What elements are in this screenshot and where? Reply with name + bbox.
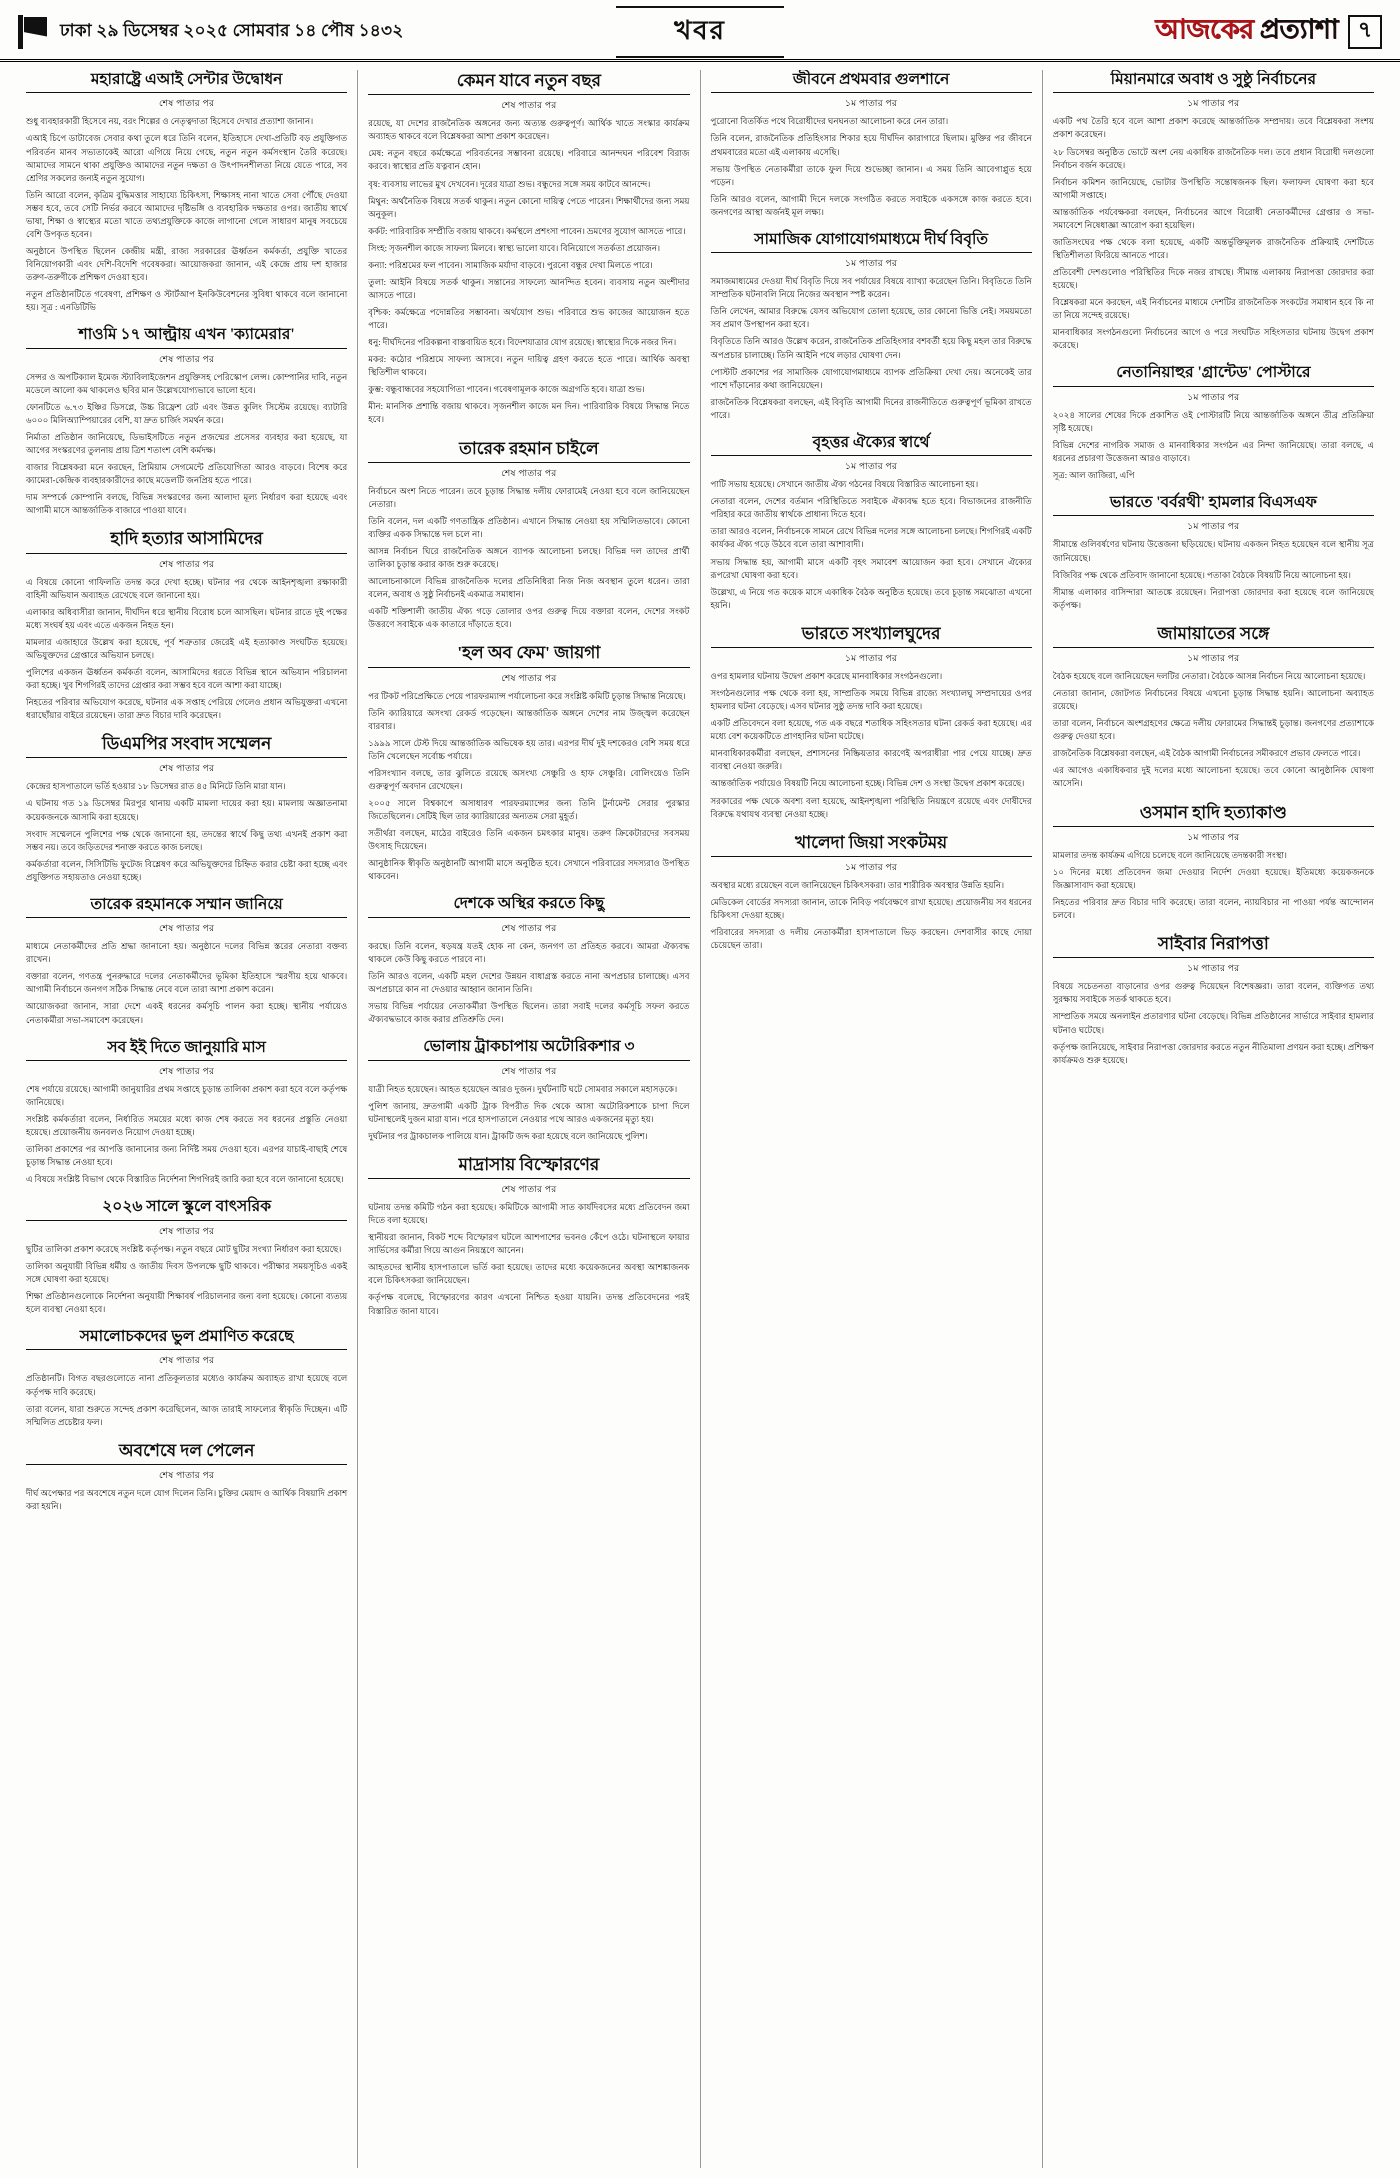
- article-paragraph: তারা বলেন, যারা শুরুতে সন্দেহ প্রকাশ করেছিলেন, আজ তারাই সাফল্যের স্বীকৃতি দিচ্ছেন। এটি সম্মিলিত প্রচেষ্টার ফল।: [26, 1403, 348, 1427]
- article: [26, 733, 347, 884]
- article-body: [368, 940, 689, 1026]
- article-paragraph: পরিবারের সদস্যরা ও দলীয় নেতাকর্মীরা হাসপাতালে ভিড় করছেন। দেশবাসীর কাছে দোয়া চেয়েছেন তারা।: [710, 927, 1032, 951]
- article-paragraph: নির্বাচন কমিশন জানিয়েছে, ভোটার উপস্থিতি সন্তোষজনক ছিল। ফলাফল ঘোষণা করা হবে আগামী সপ্তাহে।: [1052, 176, 1374, 200]
- article: [26, 325, 347, 517]
- article-body: [368, 1083, 689, 1143]
- article-paragraph: পোস্টটি প্রকাশের পর সামাজিক যোগাযোগমাধ্যমে ব্যাপক প্রতিক্রিয়া দেখা দেয়। অনেকেই তার পাশে দাঁড়ানোর কথা জানিয়েছেন।: [710, 366, 1032, 390]
- article-paragraph: শেষ পর্যায়ে রয়েছে। আগামী জানুয়ারির প্রথম সপ্তাহে চূড়ান্ত তালিকা প্রকাশ করা হবে বলে কর্তৃপক্ষ জানিয়েছে।: [26, 1083, 348, 1107]
- article-paragraph: কন্যা: পরিশ্রমের ফল পাবেন। সামাজিক মর্যাদা বাড়বে। পুরনো বন্ধুর দেখা মিলতে পারে।: [368, 259, 653, 270]
- article-paragraph: সংশ্লিষ্ট কর্মকর্তারা বলেন, নির্ধারিত সময়ের মধ্যে কাজ শেষ করতে সব ধরনের প্রস্তুতি নেওয়া হয়েছে। প্রয়োজনীয় জনবলও নিয়োগ দেওয়া হচ্ছে।: [26, 1114, 348, 1138]
- column-2: [358, 70, 700, 2168]
- article-body: [1053, 980, 1374, 1066]
- article-paragraph: বিভিন্ন দেশের নাগরিক সমাজ ও মানবাধিকার সংগঠন এর নিন্দা জানিয়েছে। তারা বলছে, এ ধরনের প্রচারণা উত্তেজনা আরও বাড়াবে।: [1052, 439, 1374, 463]
- article-paragraph: সাম্প্রতিক সময়ে অনলাইন প্রতারণার ঘটনা বেড়েছে। বিভিন্ন প্রতিষ্ঠানের সার্ভারে সাইবার হামলার ঘটনাও ঘটেছে।: [1052, 1011, 1374, 1035]
- article-body: [711, 115, 1032, 218]
- article-headline[interactable]: জামায়াতের সঙ্গে: [1053, 623, 1374, 648]
- article-paragraph: সভায় বিভিন্ন পর্যায়ের নেতাকর্মীরা উপস্থিত ছিলেন। তারা সবাই দলের কর্মসূচি সফল করতে ঐক্যবদ্ধভাবে কাজ করার প্রতিশ্রুতি দেন।: [368, 1001, 690, 1025]
- article-paragraph: এ ঘটনায় গত ১৯ ডিসেম্বর মিরপুর থানায় একটি মামলা দায়ের করা হয়। মামলায় অজ্ঞাতনামা কয়েকজনকে আসামি করা হয়েছে।: [26, 798, 348, 822]
- article-headline[interactable]: ডিএমপির সংবাদ সম্মেলন: [26, 733, 347, 758]
- article: [711, 433, 1032, 612]
- article-paragraph: নিহতের পরিবার দ্রুত বিচার দাবি করেছে। তারা বলেন, ন্যায়বিচার না পাওয়া পর্যন্ত আন্দোলন চলবে।: [1052, 896, 1374, 920]
- article-paragraph: মামলার এজাহারে উল্লেখ করা হয়েছে, পূর্ব শত্রুতার জেরেই এই হত্যাকাণ্ড সংঘটিত হয়েছে। অভিযুক্তদের গ্রেপ্তারে অভিযান চলছে।: [26, 636, 348, 660]
- article-continuation-note: ১ম পাতার পর: [845, 861, 898, 872]
- article-paragraph: তুলা: আইনি বিষয়ে সতর্ক থাকুন। সন্তানের সাফল্যে আনন্দিত হবেন। ব্যবসায় নতুন অংশীদার আসতে পারে।: [368, 276, 690, 300]
- article-paragraph: মকর: কঠোর পরিশ্রমে সাফল্য আসবে। নতুন দায়িত্ব গ্রহণ করতে হতে পারে। আর্থিক অবস্থা স্থিতিশীল থাকবে।: [368, 354, 690, 378]
- article-paragraph: স্থানীয়রা জানান, বিকট শব্দে বিস্ফোরণ ঘটলে আশপাশের ভবনও কেঁপে ওঠে। ঘটনাস্থলে ফায়ার সার্ভিসের কর্মীরা গিয়ে আগুন নিয়ন্ত্রণে আনেন।: [368, 1232, 690, 1256]
- article-continuation-note: শেষ পাতার পর: [501, 672, 557, 683]
- article-continuation-note: শেষ পাতার পর: [159, 353, 215, 364]
- article-paragraph: মিথুন: অর্থনৈতিক বিষয়ে সতর্ক থাকুন। নতুন কোনো দায়িত্ব পেতে পারেন। শিক্ষার্থীদের জন্য সময় অনুকূল।: [368, 195, 690, 219]
- article-paragraph: দাম সম্পর্কে কোম্পানি বলছে, বিভিন্ন সংস্করণের জন্য আলাদা মূল্য নির্ধারণ করা হয়েছে এবং আগামী মাসে আন্তর্জাতিক বাজারে পাওয়া যাবে।: [26, 492, 348, 516]
- article-headline[interactable]: মাদ্রাসায় বিস্ফোরণের: [368, 1154, 689, 1179]
- article-paragraph: রাজনৈতিক বিশ্লেষকরা বলছেন, এই বৈঠক আগামী নির্বাচনের সমীকরণে প্রভাব ফেলতে পারে।: [1052, 748, 1361, 759]
- article-continuation-note: শেষ পাতার পর: [159, 1065, 215, 1076]
- article-body: [26, 115, 347, 314]
- article-paragraph: প্রতিষ্ঠানটি। বিগত বছরগুলোতে নানা প্রতিকূলতার মধ্যেও কার্যক্রম অব্যাহত রাখা হয়েছে বলে কর্তৃপক্ষ দাবি করেছে।: [26, 1373, 348, 1397]
- article: [368, 894, 689, 1026]
- section-title: খবর: [616, 6, 784, 58]
- article-paragraph: মানবাধিকার সংগঠনগুলো নির্বাচনের আগে ও পরে সংঘটিত সহিংসতার ঘটনায় উদ্বেগ প্রকাশ করেছে।: [1052, 327, 1374, 351]
- article-paragraph: তালিকা প্রকাশের পর আপত্তি জানানোর জন্য নির্দিষ্ট সময় দেওয়া হবে। এরপর যাচাই-বাছাই শেষে চূড়ান্ত সিদ্ধান্ত নেওয়া হবে।: [26, 1144, 348, 1168]
- article-continuation-note: শেষ পাতার পর: [159, 1225, 215, 1236]
- article-paragraph: কেন্দ্রের হাসপাতালে ভর্তি হওয়ার ১৮ ডিসেম্বর রাত ৪৫ মিনিটে তিনি মারা যান।: [26, 781, 286, 792]
- article-paragraph: কুম্ভ: বন্ধুবান্ধবের সহযোগিতা পাবেন। গবেষণামূলক কাজে অগ্রগতি হবে। যাত্রা শুভ।: [368, 384, 645, 395]
- article-paragraph: আন্তর্জাতিক পর্যবেক্ষকরা বলছেন, নির্বাচনের আগে বিরোধী নেতাকর্মীদের গ্রেপ্তার ও সভা-সমাবেশে নিষেধাজ্ঞা আরোপ করা হয়েছিল।: [1052, 206, 1374, 230]
- article-paragraph: কর্মকর্তারা বলেন, সিসিটিভি ফুটেজ বিশ্লেষণ করে অভিযুক্তদের চিহ্নিত করার চেষ্টা করা হচ্ছে এবং প্রযুক্তিগত সহায়তাও নেওয়া হচ্ছে।: [26, 858, 348, 882]
- article-paragraph: নির্বাচনে অংশ নিতে পারেন। তবে চূড়ান্ত সিদ্ধান্ত দলীয় ফোরামেই নেওয়া হবে বলে জানিয়েছেন নেতারা।: [368, 485, 690, 509]
- article-paragraph: অবস্থার মধ্যে রয়েছেন বলে জানিয়েছেন চিকিৎসকরা। তার শারীরিক অবস্থার উন্নতি হয়নি।: [710, 879, 1005, 890]
- article-paragraph: মানবাধিকারকর্মীরা বলছেন, প্রশাসনের নিষ্ক্রিয়তার কারণেই অপরাধীরা পার পেয়ে যাচ্ছে। দ্রুত ব্যবস্থা নেওয়া জরুরি।: [710, 748, 1032, 772]
- article-continuation-note: শেষ পাতার পর: [501, 100, 557, 111]
- article-paragraph: বক্তারা বলেন, গণতন্ত্র পুনরুদ্ধারে দলের নেতাকর্মীদের ভূমিকা ইতিহাসে স্মরণীয় হয়ে থাকবে। আগামী নির্বাচনে জনগণ সঠিক সিদ্ধান্ত নেবে বলে তারা আশা প্রকাশ করেন।: [26, 971, 348, 995]
- brand-part-1: আজকের: [1155, 14, 1254, 44]
- article-paragraph: করছে। তিনি বলেন, ষড়যন্ত্র যতই হোক না কেন, জনগণ তা প্রতিহত করবে। আমরা ঐক্যবদ্ধ থাকলে কেউ কিছু করতে পারবে না।: [368, 940, 690, 964]
- article-paragraph: তিনি আরও বলেন, একটি মহল দেশের উন্নয়ন বাধাগ্রস্ত করতে নানা অপপ্রচার চালাচ্ছে। এসব অপপ্রচারে কান না দেওয়ার আহ্বান জানান তিনি।: [368, 970, 690, 994]
- article-paragraph: মেষ: নতুন বছরে কর্মক্ষেত্রে পরিবর্তনের সম্ভাবনা রয়েছে। পরিবারে আনন্দঘন পরিবেশ বিরাজ করবে। স্বাস্থ্যের প্রতি যত্নবান হোন।: [368, 148, 690, 172]
- article-paragraph: নির্মাতা প্রতিষ্ঠান জানিয়েছে, ডিভাইসটিতে নতুন প্রজন্মের প্রসেসর ব্যবহার করা হয়েছে, যা আগের সংস্করণের তুলনায় প্রায় ত্রিশ শতাংশ বেশি কর্মদক্ষ।: [26, 431, 348, 455]
- article-paragraph: ১০ দিনের মধ্যে প্রতিবেদন জমা দেওয়ার নির্দেশ দেওয়া হয়েছে। ইতিমধ্যে কয়েকজনকে জিজ্ঞাসাবাদ করা হয়েছে।: [1052, 866, 1374, 890]
- article-body: [1053, 538, 1374, 611]
- article-paragraph: সেন্সর ও অপটিক্যাল ইমেজ স্ট্যাবিলাইজেশন প্রযুক্তিসহ পেরিস্কোপ লেন্স। কোম্পানির দাবি, নতুন মডেলে আলো কম থাকলেও ছবির মান উল্লেখযোগ্যভাবে ভালো হবে।: [26, 371, 348, 395]
- article-headline[interactable]: বৃহত্তর ঐক্যের স্বার্থে: [711, 433, 1032, 456]
- article-paragraph: পরিসংখ্যান বলছে, তার ঝুলিতে রয়েছে অসংখ্য সেঞ্চুরি ও হাফ সেঞ্চুরি। বোলিংয়েও তিনি গুরুত্বপূর্ণ অবদান রেখেছেন।: [368, 767, 690, 791]
- article-paragraph: বিষয়ে সচেতনতা বাড়ানোর ওপর গুরুত্ব দিয়েছেন বিশেষজ্ঞরা। তারা বলেন, ব্যক্তিগত তথ্য সুরক্ষায় সবাইকে সতর্ক থাকতে হবে।: [1052, 981, 1374, 1005]
- article-paragraph: তারা আরও বলেন, নির্বাচনকে সামনে রেখে বিভিন্ন দলের সঙ্গে আলোচনা চলছে। শিগগিরই একটি কার্যকর ঐক্য গড়ে উঠবে বলে তারা আশাবাদী।: [710, 526, 1032, 550]
- article-paragraph: কর্তৃপক্ষ জানিয়েছে, সাইবার নিরাপত্তা জোরদার করতে নতুন নীতিমালা প্রণয়ন করা হচ্ছে। প্রশিক্ষণ কার্যক্রমও শুরু হয়েছে।: [1052, 1041, 1374, 1065]
- article-continuation-note: শেষ পাতার পর: [159, 1355, 215, 1366]
- article-continuation-note: ১ম পাতার পর: [1187, 98, 1240, 109]
- article-body: [1053, 670, 1374, 791]
- article-paragraph: ঘটনায় তদন্ত কমিটি গঠন করা হয়েছে। কমিটিকে আগামী সাত কার্যদিবসের মধ্যে প্রতিবেদন জমা দিতে বলা হয়েছে।: [368, 1202, 690, 1226]
- article-paragraph: এর আগেও একাধিকবার দুই দলের মধ্যে আলোচনা হয়েছে। তবে কোনো আনুষ্ঠানিক ঘোষণা আসেনি।: [1052, 765, 1374, 789]
- article-body: [711, 478, 1032, 612]
- article-columns: [0, 62, 1400, 2178]
- article-body: [368, 690, 689, 884]
- article-paragraph: শিক্ষা প্রতিষ্ঠানগুলোকে নির্দেশনা অনুযায়ী শিক্ষাবর্ষ পরিচালনার জন্য বলা হয়েছে। কোনো ব্যত্যয় হলে ব্যবস্থা নেওয়া হবে।: [26, 1290, 348, 1314]
- article-headline[interactable]: খালেদা জিয়া সংকটময়: [711, 832, 1032, 857]
- article-paragraph: বৃশ্চিক: কর্মক্ষেত্রে পদোন্নতির সম্ভাবনা। অর্থযোগ শুভ। পরিবারে শুভ কাজের আয়োজন হতে পারে।: [368, 307, 690, 331]
- article: [711, 70, 1032, 219]
- article-paragraph: আলোচনাকালে বিভিন্ন রাজনৈতিক দলের প্রতিনিধিরা নিজ নিজ অবস্থান তুলে ধরেন। তারা বলেন, অবাধ ও সুষ্ঠু নির্বাচনই একমাত্র সমাধান।: [368, 576, 690, 600]
- article-body: [368, 117, 689, 426]
- article-paragraph: বিশ্লেষকরা মনে করছেন, এই নির্বাচনের মাধ্যমে দেশটির রাজনৈতিক সংকটের সমাধান হবে কি না তা নিয়ে সন্দেহ রয়েছে।: [1052, 297, 1374, 321]
- article-headline[interactable]: অবশেষে দল পেলেন: [26, 1440, 347, 1465]
- article-headline[interactable]: সব ইই দিতে জানুয়ারি মাস: [26, 1038, 347, 1061]
- article-paragraph: একটি শক্তিশালী জাতীয় ঐক্য গড়ে তোলার ওপর গুরুত্ব দিয়ে বক্তারা বলেন, দেশের সংকট উত্তরণে সবাইকে এক কাতারে দাঁড়াতে হবে।: [368, 606, 690, 630]
- article-paragraph: ১৯৯৯ সালে টেস্ট দিয়ে আন্তর্জাতিক অভিষেক হয় তার। এরপর দীর্ঘ দুই দশকেরও বেশি সময় ধরে তিনি খেলেছেন সর্বোচ্চ পর্যায়ে।: [368, 737, 690, 761]
- article-continuation-note: ১ম পাতার পর: [1187, 521, 1240, 532]
- article-body: [26, 940, 347, 1026]
- article-paragraph: বৃষ: ব্যবসায় লাভের মুখ দেখবেন। দূরের যাত্রা শুভ। বন্ধুদের সঙ্গে সময় কাটবে আনন্দে।: [368, 178, 651, 189]
- article-headline[interactable]: কেমন যাবে নতুন বছর: [368, 70, 689, 95]
- article-paragraph: তারা বলেন, নির্বাচনে অংশগ্রহণের ক্ষেত্রে দলীয় ফোরামের সিদ্ধান্তই চূড়ান্ত। জনগণের প্রত্যাশাকে গুরুত্ব দেওয়া হবে।: [1052, 718, 1374, 742]
- article: [26, 70, 347, 314]
- article-paragraph: বৈঠক হয়েছে বলে জানিয়েছেন দলটির নেতারা। বৈঠকে আসন্ন নির্বাচন নিয়ে আলোচনা হয়েছে।: [1052, 671, 1366, 681]
- article-paragraph: এ বিষয়ে সংশ্লিষ্ট বিভাগ থেকে বিস্তারিত নির্দেশনা শিগগিরই জারি করা হবে বলে জানানো হয়েছে।: [26, 1174, 344, 1185]
- article-continuation-note: শেষ পাতার পর: [501, 1065, 557, 1076]
- article-paragraph: জাতিসংঘের পক্ষ থেকে বলা হয়েছে, একটি অন্তর্ভুক্তিমূলক রাজনৈতিক প্রক্রিয়াই দেশটিতে স্থিতিশীলতা ফিরিয়ে আনতে পারে।: [1052, 236, 1374, 260]
- article-paragraph: বিবৃতিতে তিনি আরও উল্লেখ করেন, রাজনৈতিক প্রতিহিংসার বশবর্তী হয়ে কিছু মহল তার বিরুদ্ধে অপপ্রচার চালাচ্ছে। তিনি আইনি পথে লড়ার ঘোষণা দেন।: [710, 336, 1032, 360]
- article-headline[interactable]: মহারাষ্ট্রে এআই সেন্টার উদ্বোধন: [26, 70, 347, 93]
- article-headline[interactable]: নেতানিয়াহুর 'গ্রান্টেড' পোস্টারে: [1053, 363, 1374, 386]
- article-continuation-note: ১ম পাতার পর: [1187, 391, 1240, 402]
- article-headline[interactable]: দেশকে অস্থির করতে কিছু: [368, 894, 689, 917]
- article-headline[interactable]: মিয়ানমারে অবাধ ও সুষ্ঠু নির্বাচনের: [1053, 70, 1374, 93]
- article-paragraph: নতুন প্রতিষ্ঠানটিতে গবেষণা, প্রশিক্ষণ ও স্টার্টআপ ইনকিউবেশনের সুবিধা থাকবে বলে জানানো হয়। সূত্র : এনডিটিভি: [26, 289, 348, 313]
- article-paragraph: যাত্রী নিহত হয়েছেন। আহত হয়েছেন আরও দুজন। দুর্ঘটনাটি ঘটে সোমবার সকালে মহাসড়কে।: [368, 1083, 678, 1094]
- article-headline[interactable]: হাদি হত্যার আসামিদের: [26, 528, 347, 553]
- article: [26, 1327, 347, 1429]
- article-continuation-note: শেষ পাতার পর: [159, 763, 215, 774]
- article-paragraph: মেডিকেল বোর্ডের সদস্যরা জানান, তাকে নিবিড় পর্যবেক্ষণে রাখা হয়েছে। প্রয়োজনীয় সব ধরনের চিকিৎসা দেওয়া হচ্ছে।: [710, 896, 1032, 920]
- article-body: [26, 1487, 347, 1513]
- article-continuation-note: ১ম পাতার পর: [1187, 831, 1240, 842]
- article-body: [1053, 115, 1374, 352]
- article-paragraph: মীন: মানসিক প্রশান্তি বজায় থাকবে। সৃজনশীল কাজে মন দিন। পারিবারিক বিষয়ে সিদ্ধান্ত নিতে হবে।: [368, 401, 690, 425]
- masthead-right: [784, 9, 1382, 54]
- brand-logo: [1155, 9, 1338, 54]
- article-headline[interactable]: শাওমি ১৭ আল্ট্রায় এখন 'ক্যামেরার': [26, 325, 347, 348]
- article-headline[interactable]: ভোলায় ট্রাকচাপায় অটোরিকশার ৩: [368, 1037, 689, 1060]
- article: [1053, 363, 1374, 482]
- article-paragraph: বাজার বিশ্লেষকরা মনে করছেন, প্রিমিয়াম সেগমেন্টে প্রতিযোগিতা আরও বাড়বে। বিশেষ করে ক্যামেরা-কেন্দ্রিক ব্যবহারকারীদের কাছে মডেলটি জনপ্রিয় হতে পারে।: [26, 462, 348, 486]
- masthead-left: [18, 15, 616, 49]
- article-continuation-note: শেষ পাতার পর: [159, 558, 215, 569]
- article: [26, 1038, 347, 1187]
- article-body: [368, 485, 689, 632]
- article-body: [26, 371, 347, 518]
- article: [711, 832, 1032, 953]
- article-paragraph: কর্তৃপক্ষ বলেছে, বিস্ফোরণের কারণ এখনো নিশ্চিত হওয়া যায়নি। তদন্ত প্রতিবেদনের পরই বিস্তারিত জানা যাবে।: [368, 1292, 690, 1316]
- article-body: [1053, 849, 1374, 922]
- article-paragraph: তালিকা অনুযায়ী বিভিন্ন ধর্মীয় ও জাতীয় দিবস উপলক্ষে ছুটি থাকবে। পরীক্ষার সময়সূচিও একই সঙ্গে ঘোষণা করা হয়েছে।: [26, 1260, 348, 1284]
- column-4: [1043, 70, 1384, 2168]
- article-paragraph: উল্লেখ্য, এ নিয়ে গত কয়েক মাসে একাধিক বৈঠক অনুষ্ঠিত হয়েছে। তবে চূড়ান্ত সমঝোতা এখনো হয়নি।: [710, 586, 1032, 610]
- publication-date: ঢাকা ২৯ ডিসেম্বর ২০২৫ সোমবার ১৪ পৌষ ১৪৩২: [60, 20, 404, 40]
- article-continuation-note: ১ম পাতার পর: [845, 98, 898, 109]
- article-paragraph: সতীর্থরা বলছেন, মাঠের বাইরেও তিনি একজন চমৎকার মানুষ। তরুণ ক্রিকেটারদের সবসময় উৎসাহ দিয়েছেন।: [368, 828, 690, 852]
- article-paragraph: অনুষ্ঠানে উপস্থিত ছিলেন কেন্দ্রীয় মন্ত্রী, রাজ্য সরকারের ঊর্ধ্বতন কর্মকর্তা, প্রযুক্তি খাতের বিনিয়োগকারী এবং দেশি-বিদেশি গবেষকরা। আয়োজকরা জানান, এই কেন্দ্রে প্রায় দশ হাজার তরুণ-তরুণীকে প্রশিক্ষণ দেওয়া হবে।: [26, 245, 348, 283]
- article-paragraph: একটি প্রতিবেদনে বলা হয়েছে, গত এক বছরে শতাধিক সহিংসতার ঘটনা রেকর্ড করা হয়েছে। এর মধ্যে বেশ কয়েকটিতে প্রাণহানির ঘটনা ঘটেছে।: [710, 718, 1032, 742]
- article-paragraph: রয়েছে, যা দেশের রাজনৈতিক অঙ্গনের জন্য অত্যন্ত গুরুত্বপূর্ণ। আর্থিক খাতে সংস্কার কার্যক্রম অব্যাহত থাকবে বলে বিশ্লেষকরা আশা প্রকাশ করেছেন।: [368, 118, 690, 142]
- article-paragraph: তিনি বলেন, রাজনৈতিক প্রতিহিংসার শিকার হয়ে দীর্ঘদিন কারাগারে ছিলাম। মুক্তির পর জীবনে প্রথমবারের মতো এই এলাকায় এসেছি।: [710, 133, 1032, 157]
- article-paragraph: ওপর হামলার ঘটনায় উদ্বেগ প্রকাশ করেছে মানবাধিকার সংগঠনগুলো।: [710, 671, 943, 681]
- article-paragraph: ছুটির তালিকা প্রকাশ করেছে সংশ্লিষ্ট কর্তৃপক্ষ। নতুন বছরে মোট ছুটির সংখ্যা নির্ধারণ করা হয়েছে।: [26, 1243, 342, 1254]
- article-headline[interactable]: সামাজিক যোগাযোগমাধ্যমে দীর্ঘ বিবৃতি: [711, 230, 1032, 253]
- article-continuation-note: ১ম পাতার পর: [1187, 963, 1240, 974]
- article-paragraph: এআই চিপে ডাটাবেজ সেবার কথা তুলে ধরে তিনি বলেন, ইতিহাসে দেখা-প্রতিটি বড় প্রযুক্তিগত পরিবর্তন মানব সভ্যতাকেই আরো এগিয়ে নিয়ে গেছে, নতুন নতুন কর্মসংস্থান তৈরি করেছে। আমাদের সামনে থাকা প্রযুক্তিও আমাদের নতুন দক্ষতা ও উৎপাদনশীলতা নিয়ে যেতে পারে, সব শ্রেণির সকলের জন্যই নতুন সুযোগ।: [26, 133, 348, 183]
- article-paragraph: প্রতিবেশী দেশগুলোও পরিস্থিতির দিকে নজর রাখছে। সীমান্ত এলাকায় নিরাপত্তা জোরদার করা হয়েছে।: [1052, 267, 1374, 291]
- article-paragraph: শুধু ব্যবহারকারী হিসেবে নয়, বরং শিল্পের ও নেতৃত্বদাতা হিসেবে দেখার প্রত্যাশা জানান।: [26, 116, 314, 127]
- flag-icon: [18, 15, 48, 49]
- article-paragraph: ২৮ ডিসেম্বর অনুষ্ঠিত ভোটে অংশ নেয় একাধিক রাজনৈতিক দল। তবে প্রধান বিরোধী দলগুলো নির্বাচন বর্জন করেছে।: [1052, 146, 1374, 170]
- column-3: [701, 70, 1043, 2168]
- article-body: [1053, 409, 1374, 482]
- brand-part-2: প্রত্যাশা: [1259, 14, 1339, 44]
- article-paragraph: সংগঠনগুলোর পক্ষ থেকে বলা হয়, সাম্প্রতিক সময়ে বিভিন্ন রাজ্যে সংখ্যালঘু সম্প্রদায়ের ওপর হামলার ঘটনা বেড়েছে। এসব ঘটনার সুষ্ঠু তদন্ত দাবি করা হয়েছে।: [710, 688, 1032, 712]
- article-paragraph: নেতারা জানান, জোটগত নির্বাচনের বিষয়ে এখনো চূড়ান্ত সিদ্ধান্ত হয়নি। আলোচনা অব্যাহত রয়েছে।: [1052, 688, 1374, 712]
- article-continuation-note: ১ম পাতার পর: [1187, 653, 1240, 663]
- article-paragraph: তিনি আরো বলেন, কৃত্রিম বুদ্ধিমত্তার সাহায্যে চিকিৎসা, শিক্ষাসহ নানা খাতে সেবা পৌঁছে দেওয়া সম্ভব হবে, তবে সেটি নির্ভর করবে আমাদের দৃষ্টিভঙ্গি ও ব্যবহারিক দক্ষতার ওপর। জাতীয় স্বার্থে ভাষা, শিক্ষা ও স্বাস্থ্যের মতো খাতে তথ্যপ্রযুক্তিকে কাজে লাগানো গেলে সাধারণ মানুষ সবচেয়ে বেশি উপকৃত হবেন।: [26, 189, 348, 239]
- article-paragraph: দুর্ঘটনার পর ট্রাকচালক পালিয়ে যান। ট্রাকটি জব্দ করা হয়েছে বলে জানিয়েছে পুলিশ।: [368, 1130, 648, 1141]
- article-paragraph: আন্তর্জাতিক পর্যায়েও বিষয়টি নিয়ে আলোচনা হচ্ছে। বিভিন্ন দেশ ও সংস্থা উদ্বেগ প্রকাশ করেছে।: [710, 778, 1025, 789]
- article-paragraph: সিংহ: সৃজনশীল কাজে সাফল্য মিলবে। স্বাস্থ্য ভালো যাবে। বিনিয়োগে সতর্কতা প্রয়োজন।: [368, 242, 661, 253]
- article-paragraph: সীমান্তে গুলিবর্ষণের ঘটনায় উত্তেজনা ছড়িয়েছে। ঘটনায় একজন নিহত হয়েছেন বলে স্থানীয় সূত্র জানিয়েছে।: [1052, 539, 1374, 563]
- article: [1053, 802, 1374, 923]
- article-continuation-note: ১ম পাতার পর: [845, 461, 898, 472]
- article: [368, 438, 689, 632]
- article-paragraph: ২০০৫ সালে বিশ্বকাপে অসাধারণ পারফরম্যান্সের জন্য তিনি টুর্নামেন্ট সেরার পুরস্কার জিতেছিলেন। সেটিই ছিল তার ক্যারিয়ারের অন্যতম সেরা মুহূর্ত।: [368, 798, 690, 822]
- article-body: [711, 670, 1032, 821]
- article-paragraph: তিনি লেখেন, আমার বিরুদ্ধে যেসব অভিযোগ তোলা হয়েছে, তার কোনো ভিত্তি নেই। সময়মতো সব প্রমাণ উপস্থাপন করা হবে।: [710, 306, 1032, 330]
- article-paragraph: তিনি বলেন, দল একটি গণতান্ত্রিক প্রতিষ্ঠান। এখানে সিদ্ধান্ত নেওয়া হয় সম্মিলিতভাবে। কোনো ব্যক্তির একক সিদ্ধান্তে দল চলে না।: [368, 515, 690, 539]
- article-paragraph: একটি পথ তৈরি হবে বলে আশা প্রকাশ করেছে আন্তর্জাতিক সম্প্রদায়। তবে বিশ্লেষকরা সংশয় প্রকাশ করেছেন।: [1052, 116, 1374, 140]
- article-paragraph: এলাকার অধিবাসীরা জানান, দীর্ঘদিন ধরে স্থানীয় বিরোধ চলে আসছিল। ঘটনার রাতে দুই পক্ষের মধ্যে সংঘর্ষ হয় এবং এতে একজন নিহত হন।: [26, 606, 348, 630]
- article-headline[interactable]: সাইবার নিরাপত্তা: [1053, 933, 1374, 958]
- article-paragraph: নেতারা বলেন, দেশের বর্তমান পরিস্থিতিতে সবাইকে ঐক্যবদ্ধ হতে হবে। বিভাজনের রাজনীতি পরিহার করে জাতীয় স্বার্থকে প্রাধান্য দিতে হবে।: [710, 496, 1032, 520]
- article-paragraph: পর টিকট পরিপ্রেক্ষিতে পেয়ে পারফরম্যান্স পর্যালোচনা করে সংশ্লিষ্ট কমিটি চূড়ান্ত সিদ্ধান্ত নিয়েছে।: [368, 690, 686, 701]
- article-paragraph: পাটি সভায় হয়েছে। সেখানে জাতীয় ঐক্য গঠনের বিষয়ে বিস্তারিত আলোচনা হয়।: [710, 479, 979, 490]
- article-paragraph: পুরোনো বিতর্কিত পথে বিরোধীদের ঘনঘনতা আলোচনা করে নেন তারা।: [710, 116, 949, 127]
- article-paragraph: মাধ্যমে নেতাকর্মীদের প্রতি শ্রদ্ধা জানানো হয়। অনুষ্ঠানে দলের বিভিন্ন স্তরের নেতারা বক্তব্য রাখেন।: [26, 941, 348, 965]
- article-continuation-note: শেষ পাতার পর: [159, 98, 215, 109]
- article-continuation-note: ১ম পাতার পর: [845, 653, 898, 663]
- article-paragraph: ধনু: দীর্ঘদিনের পরিকল্পনা বাস্তবায়িত হবে। বিদেশযাত্রার যোগ রয়েছে। স্বাস্থ্যের দিকে নজর দিন।: [368, 337, 677, 348]
- article-headline[interactable]: তারেক রহমানকে সম্মান জানিয়ে: [26, 895, 347, 918]
- masthead: [0, 0, 1400, 62]
- article-paragraph: পুলিশ জানায়, দ্রুতগামী একটি ট্রাক বিপরীত দিক থেকে আসা অটোরিকশাকে চাপা দিলে ঘটনাস্থলেই দুজন মারা যান। পরে হাসপাতালে নেওয়ার পথে আরও একজনের মৃত্যু হয়।: [368, 1100, 690, 1124]
- article-paragraph: মামলার তদন্ত কার্যক্রম এগিয়ে চলেছে বলে জানিয়েছে তদন্তকারী সংস্থা।: [1052, 849, 1287, 860]
- article-headline[interactable]: ওসমান হাদি হত্যাকাণ্ড: [1053, 802, 1374, 827]
- article-continuation-note: ১ম পাতার পর: [845, 258, 898, 269]
- page-number: ৭: [1348, 15, 1382, 49]
- article-continuation-note: শেষ পাতার পর: [159, 923, 215, 934]
- article: [368, 1154, 689, 1318]
- article-paragraph: সূত্র: আল জাজিরা, এপি: [1052, 470, 1135, 480]
- article: [1053, 933, 1374, 1067]
- article: [26, 528, 347, 722]
- article-body: [368, 1201, 689, 1318]
- article-paragraph: ফোনটিতে ৬.৭৩ ইঞ্চির ডিসপ্লে, উচ্চ রিফ্রেশ রেট এবং উন্নত কুলিং সিস্টেম রয়েছে। ব্যাটারি ৬০০০ মিলিঅ্যাম্পিয়ারের বেশি, যা দ্রুত চার্জিং সমর্থন করে।: [26, 401, 348, 425]
- masthead-center: [616, 6, 784, 58]
- article-paragraph: আয়োজকরা জানান, সারা দেশে একই ধরনের কর্মসূচি পালন করা হচ্ছে। স্থানীয় পর্যায়েও নেতাকর্মীরা সভা-সমাবেশ করেছেন।: [26, 1001, 348, 1025]
- article-continuation-note: শেষ পাতার পর: [159, 1469, 215, 1480]
- article: [368, 642, 689, 883]
- article-paragraph: কর্কট: পারিবারিক সম্প্রীতি বজায় থাকবে। কর্মস্থলে প্রশংসা পাবেন। ভ্রমণের সুযোগ আসতে পারে।: [368, 225, 686, 236]
- article-body: [26, 780, 347, 883]
- article-body: [26, 576, 347, 723]
- article-body: [26, 1243, 347, 1316]
- article-paragraph: আনুষ্ঠানিক স্বীকৃতি অনুষ্ঠানটি আগামী মাসে অনুষ্ঠিত হবে। সেখানে পরিবারের সদস্যরাও উপস্থিত থাকবেন।: [368, 858, 690, 882]
- article: [1053, 70, 1374, 352]
- article-paragraph: আসন্ন নির্বাচন ঘিরে রাজনৈতিক অঙ্গনে ব্যাপক আলোচনা চলছে। বিভিন্ন দল তাদের প্রার্থী তালিকা চূড়ান্ত করার কাজ শুরু করেছে।: [368, 546, 690, 570]
- article-paragraph: নিহতের পরিবার অভিযোগ করেছে, ঘটনার এক সপ্তাহ পেরিয়ে গেলেও প্রধান অভিযুক্তরা এখনো ধরাছোঁয়ার বাইরে রয়েছেন। তারা দ্রুত বিচার দাবি করেছেন।: [26, 697, 348, 721]
- column-1: [16, 70, 358, 2168]
- article: [368, 70, 689, 427]
- article: [26, 1440, 347, 1513]
- article-body: [26, 1372, 347, 1428]
- article-paragraph: তিনি ক্যারিয়ারে অসংখ্য রেকর্ড গড়েছেন। আন্তর্জাতিক অঙ্গনে দেশের নাম উজ্জ্বল করেছেন বারবার।: [368, 707, 690, 731]
- article: [1053, 623, 1374, 791]
- article-paragraph: সীমান্ত এলাকার বাসিন্দারা আতঙ্কে রয়েছেন। নিরাপত্তা জোরদার করা হয়েছে বলে জানিয়েছে কর্তৃপক্ষ।: [1052, 586, 1374, 610]
- article-paragraph: সরকারের পক্ষ থেকে অবশ্য বলা হয়েছে, আইনশৃঙ্খলা পরিস্থিতি নিয়ন্ত্রণে রয়েছে এবং দোষীদের বিরুদ্ধে যথাযথ ব্যবস্থা নেওয়া হচ্ছে।: [710, 795, 1032, 819]
- article-body: [711, 275, 1032, 422]
- article-continuation-note: শেষ পাতার পর: [501, 1184, 557, 1195]
- article-body: [711, 879, 1032, 952]
- article: [26, 895, 347, 1027]
- article-headline[interactable]: সমালোচকদের ভুল প্রমাণিত করেছে: [26, 1327, 347, 1350]
- article-paragraph: দীর্ঘ অপেক্ষার পর অবশেষে নতুন দলে যোগ দিলেন তিনি। চুক্তির মেয়াদ ও আর্থিক বিষয়াদি প্রকাশ করা হয়নি।: [26, 1487, 348, 1511]
- article-headline[interactable]: ২০২৬ সালে স্কুলে বাৎসরিক: [26, 1197, 347, 1220]
- article-headline[interactable]: তারেক রহমান চাইলে: [368, 438, 689, 463]
- article-paragraph: রাজনৈতিক বিশ্লেষকরা বলছেন, এই বিবৃতি আগামী দিনের রাজনীতিতে গুরুত্বপূর্ণ ভূমিকা রাখতে পারে।: [710, 396, 1032, 420]
- article: [368, 1037, 689, 1143]
- article-paragraph: বিজিবির পক্ষ থেকে প্রতিবাদ জানানো হয়েছে। পতাকা বৈঠকে বিষয়টি নিয়ে আলোচনা হয়।: [1052, 569, 1351, 580]
- article-paragraph: আহতদের স্থানীয় হাসপাতালে ভর্তি করা হয়েছে। তাদের মধ্যে কয়েকজনের অবস্থা আশঙ্কাজনক বলে চিকিৎসকরা জানিয়েছেন।: [368, 1262, 690, 1286]
- article-paragraph: সভায় সিদ্ধান্ত হয়, আগামী মাসে একটি বৃহৎ সমাবেশ আয়োজন করা হবে। সেখানে ঐক্যের রূপরেখা ঘোষণা করা হবে।: [710, 556, 1032, 580]
- article-paragraph: পুলিশের একজন ঊর্ধ্বতন কর্মকর্তা বলেন, আসামিদের ধরতে বিভিন্ন স্থানে অভিযান পরিচালনা করা হচ্ছে। খুব শিগগিরই তাদের গ্রেপ্তার করা সম্ভব হবে বলে আশা করা যাচ্ছে।: [26, 666, 348, 690]
- article: [26, 1197, 347, 1316]
- article-headline[interactable]: ভারতে 'বর্বরথী' হামলার বিএসএফ: [1053, 493, 1374, 516]
- article-paragraph: তিনি আরও বলেন, আগামী দিনে দলকে সংগঠিত করতে সবাইকে একসঙ্গে কাজ করতে হবে। জনগণের আস্থা অর্জনই মূল লক্ষ্য।: [710, 193, 1032, 217]
- article-paragraph: এ বিষয়ে কোনো গাফিলতি তদন্ত করে দেখা হচ্ছে। ঘটনার পর থেকে আইনশৃঙ্খলা রক্ষাকারী বাহিনী অভিযান অব্যাহত রেখেছে বলে জানানো হয়।: [26, 576, 348, 600]
- article-paragraph: সমাজমাধ্যমের দেওয়া দীর্ঘ বিবৃতি দিয়ে সব পর্যায়ের বিষয়ে ব্যাখ্যা করেছেন তিনি। বিবৃতিতে তিনি সাম্প্রতিক ঘটনাবলি নিয়ে নিজের অবস্থান স্পষ্ট করেন।: [710, 276, 1032, 300]
- article: [711, 230, 1032, 422]
- article-paragraph: সভায় উপস্থিত নেতাকর্মীরা তাকে ফুল দিয়ে শুভেচ্ছা জানান। এ সময় তিনি আবেগাপ্লুত হয়ে পড়েন।: [710, 163, 1032, 187]
- article-headline[interactable]: জীবনে প্রথমবার গুলশানে: [711, 70, 1032, 93]
- article-headline[interactable]: 'হল অব ফেম' জায়গা: [368, 642, 689, 667]
- article-body: [26, 1083, 347, 1186]
- article: [1053, 493, 1374, 612]
- article-paragraph: সংবাদ সম্মেলনে পুলিশের পক্ষ থেকে জানানো হয়, তদন্তের স্বার্থে কিছু তথ্য এখনই প্রকাশ করা সম্ভব নয়। তবে জড়িতদের শনাক্ত করতে কাজ চলছে।: [26, 828, 348, 852]
- article-headline[interactable]: ভারতে সংখ্যালঘুদের: [711, 623, 1032, 648]
- article: [711, 623, 1032, 821]
- article-continuation-note: শেষ পাতার পর: [501, 922, 557, 933]
- article-continuation-note: শেষ পাতার পর: [501, 467, 557, 478]
- article-paragraph: ২০২৪ সালের শেষের দিকে প্রকাশিত ওই পোস্টারটি নিয়ে আন্তর্জাতিক অঙ্গনে তীব্র প্রতিক্রিয়া সৃষ্টি হয়েছে।: [1052, 409, 1374, 433]
